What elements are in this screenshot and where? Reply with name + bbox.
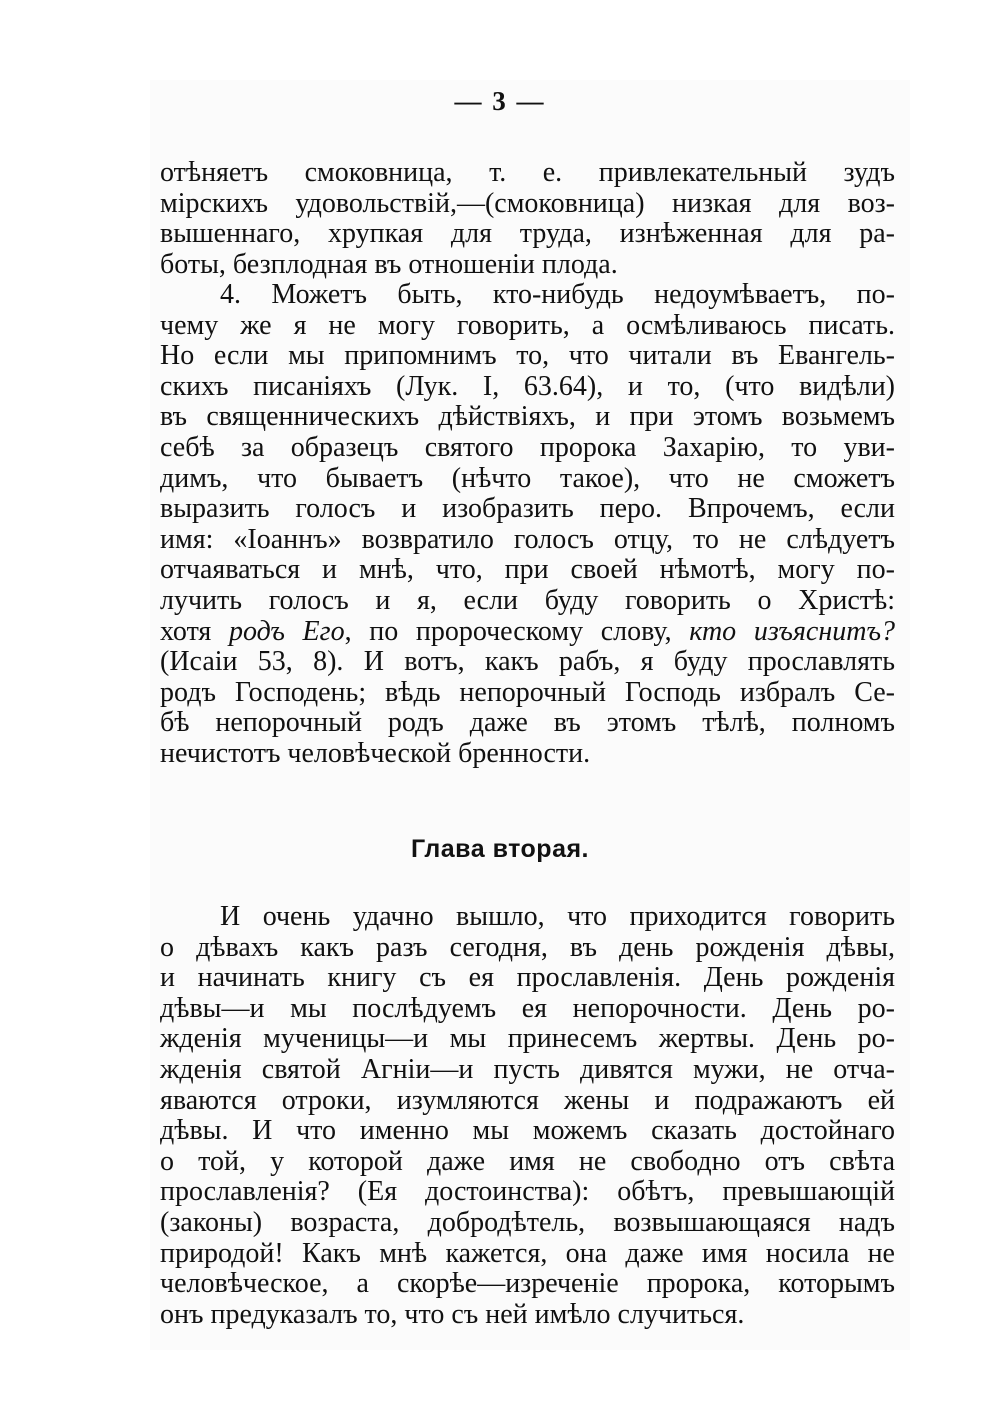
text-line: человѣческое, а скорѣе—изреченіе пророка, которымъ [160, 1268, 895, 1300]
text-line: дѣвы. И что именно мы можемъ сказать достойнаго [160, 1115, 895, 1147]
text-line: жденія мученицы—и мы принесемъ жертвы. День ро- [160, 1023, 895, 1055]
paragraph-4 [160, 280, 895, 770]
text-line: димъ, что бываетъ (нѣчто такое), что не сможетъ [160, 462, 895, 494]
text-line: родъ Господень; вѣдь непорочный Господь избралъ Се- [160, 676, 895, 708]
text-line: лучить голосъ и я, если буду говорить о Христѣ: [160, 584, 895, 616]
text-run: хотя [160, 615, 229, 647]
text-line: жденія святой Агніи—и пусть дивятся мужи, не отча- [160, 1053, 895, 1085]
text-line: вышеннаго, хрупкая для труда, изнѣженная для ра- [160, 218, 895, 250]
text-run: , по пророческому слову, [344, 615, 690, 647]
text-line: (Исаіи 53, 8). И вотъ, какъ рабъ, я буду прославлять [160, 646, 895, 678]
text-line: мірскихъ удовольствій,—(смоковница) низкая для воз- [160, 187, 895, 219]
text-line: Но если мы припомнимъ то, что читали въ Евангель- [160, 340, 895, 372]
text-line: чему же я не могу говорить, а осмѣливаюсь писать. [160, 309, 895, 341]
text-line: природой! Какъ мнѣ кажется, она даже имя носила не [160, 1237, 895, 1269]
text-line: дѣвы—и мы послѣдуемъ ея непорочности. День ро- [160, 992, 895, 1024]
text-line: себѣ за образецъ святого пророка Захарію, то уви- [160, 431, 895, 463]
paragraph-continuation [160, 158, 895, 280]
text-line: скихъ писаніяхъ (Лук. I, 63.64), и то, (что видѣли) [160, 370, 895, 402]
text-line: о той, у которой даже имя не свободно отъ свѣта [160, 1145, 895, 1177]
text-line: яваются отроки, изумляются жены и подражаютъ ей [160, 1084, 895, 1116]
text-line-with-italics [160, 617, 895, 648]
text-line: выразить голосъ и изобразить перо. Впрочемъ, если [160, 493, 895, 525]
chapter-heading: Глава вторая. [410, 835, 590, 863]
text-line: бѣ непорочный родъ даже въ этомъ тѣлѣ, полномъ [160, 707, 895, 739]
text-line: имя: «Іоаннъ» возвратило голосъ отцу, то не слѣдуетъ [160, 523, 895, 555]
text-line: и начинать книгу съ ея прославленія. День рожденія [160, 962, 895, 994]
text-line: о дѣвахъ какъ разъ сегодня, въ день рожденія дѣвы, [160, 931, 895, 963]
text-line: прославленія? (Ея достоинства): обѣтъ, превышающій [160, 1176, 895, 1208]
text-line: отчаяваться и мнѣ, что, при своей нѣмотѣ, могу по- [160, 554, 895, 586]
italic-quote: кто изъяснитъ? [689, 615, 895, 647]
text-line: И очень удачно вышло, что приходится говорить [220, 901, 895, 932]
text-line: боты, безплодная въ отношеніи плода. [160, 248, 618, 280]
page-number: — 3 — [454, 86, 546, 116]
text-line: нечистотъ человѣческой бренности. [160, 737, 591, 769]
text-line: (законы) возраста, добродѣтель, возвышающаяся надъ [160, 1206, 895, 1238]
text-line: отѣняетъ смоковница, т. е. привлекательный зудъ [160, 157, 895, 188]
text-line: въ священническихъ дѣйствіяхъ, и при этомъ возьмемъ [160, 401, 895, 433]
text-line: 4. Можетъ быть, кто-нибудь недоумѣваетъ, по- [220, 279, 895, 310]
text-line: онъ предуказалъ то, что съ ней имѣло случиться. [160, 1298, 745, 1330]
italic-quote: родъ Его [228, 615, 345, 647]
paragraph-chapter-2 [160, 902, 895, 1330]
